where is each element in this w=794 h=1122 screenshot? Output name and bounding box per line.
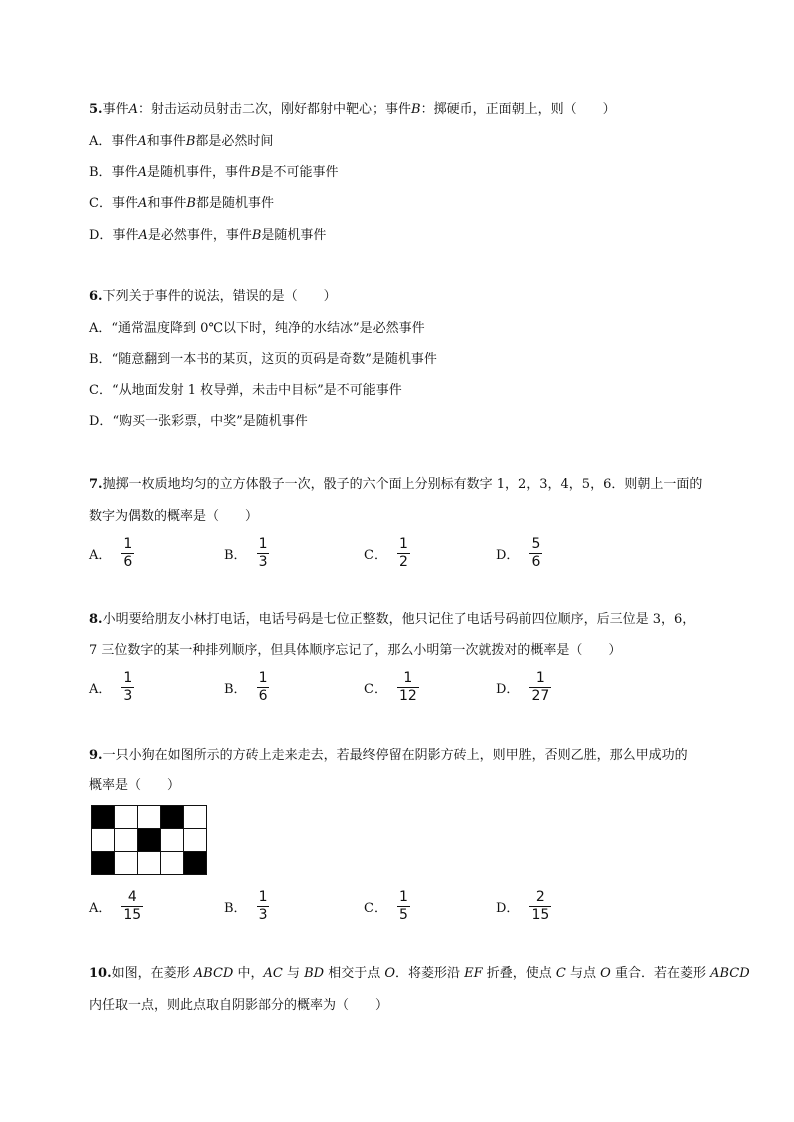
question-9-choice-d[interactable]: D． $\frac{2}{15}$	[496, 888, 550, 923]
question-9-choice-c[interactable]: C． $\frac{1}{5}$	[364, 888, 408, 923]
question-6-stem: 6.下列关于事件的说法，错误的是（ ）	[89, 289, 337, 304]
question-9-stem: 9.一只小狗在如图所示的方砖上走来走去，若最终停留在阴影方砖上，则甲胜，否则乙胜，那么甲成功的	[89, 748, 688, 763]
question-10-stem-cont: 内任取一点，则此点取自阴影部分的概率为（ ）	[89, 998, 389, 1013]
tile-blank	[115, 852, 138, 875]
question-6-option-c[interactable]: C．“从地面发射 1 枚导弹，未击中目标”是不可能事件	[89, 383, 402, 398]
fraction: $\frac{2}{15}$	[531, 888, 550, 923]
question-7-choice-c[interactable]: C． $\frac{1}{2}$	[364, 535, 408, 570]
question-10-stem: 10.如图，在菱形 ABCD 中，AC 与 BD 相交于点 O．将菱形沿 EF 折叠，使点 C 与点 O 重合．若在菱形 ABCD	[89, 966, 750, 981]
tile-blank	[184, 829, 207, 852]
question-6-option-d[interactable]: D．“购买一张彩票，中奖”是随机事件	[89, 414, 308, 429]
fraction: $\frac{1}{3}$	[123, 669, 133, 704]
question-7-stem-cont: 数字为偶数的概率是（ ）	[89, 509, 259, 524]
fraction: $\frac{1}{3}$	[258, 888, 268, 923]
tile-blank	[115, 806, 138, 829]
question-8-choice-d[interactable]: D． $\frac{1}{27}$	[496, 669, 550, 704]
question-8-choice-a[interactable]: A． $\frac{1}{3}$	[89, 669, 133, 704]
question-number: 5.	[89, 102, 103, 117]
question-number: 8.	[89, 612, 103, 627]
tile-shaded	[92, 852, 115, 875]
tile-row	[92, 829, 207, 852]
tile-row	[92, 806, 207, 829]
tile-shaded	[161, 806, 184, 829]
tile-row	[92, 852, 207, 875]
question-6-option-a[interactable]: A．“通常温度降到 0℃以下时，纯净的水结冰”是必然事件	[89, 321, 425, 336]
question-5-option-b[interactable]: B．事件A是随机事件，事件B是不可能事件	[89, 165, 339, 180]
question-number: 7.	[89, 477, 103, 492]
question-7-choice-a[interactable]: A． $\frac{1}{6}$	[89, 535, 133, 570]
question-number: 9.	[89, 748, 103, 763]
question-9-choice-a[interactable]: A． $\frac{4}{15}$	[89, 888, 142, 923]
fraction: $\frac{1}{5}$	[398, 888, 408, 923]
tile-grid-figure	[91, 805, 207, 875]
tile-blank	[92, 829, 115, 852]
tile-blank	[115, 829, 138, 852]
tile-shaded	[184, 852, 207, 875]
question-8-choice-c[interactable]: C． $\frac{1}{12}$	[364, 669, 417, 704]
tile-shaded	[138, 829, 161, 852]
fraction: $\frac{1}{12}$	[398, 669, 417, 704]
tile-blank	[161, 852, 184, 875]
question-5-stem: 5.事件A：射击运动员射击二次，刚好都射中靶心；事件B：掷硬币，正面朝上，则（ ）	[89, 102, 616, 117]
fraction: $\frac{1}{3}$	[258, 535, 268, 570]
question-5-option-d[interactable]: D．事件A是必然事件，事件B是随机事件	[89, 228, 327, 243]
tile-blank	[184, 806, 207, 829]
question-5-option-c[interactable]: C．事件A和事件B都是随机事件	[89, 196, 274, 211]
fraction: $\frac{1}{27}$	[531, 669, 550, 704]
question-9-choice-b[interactable]: B． $\frac{1}{3}$	[224, 888, 268, 923]
question-5-option-a[interactable]: A．事件A和事件B都是必然时间	[89, 134, 274, 149]
question-number: 10.	[89, 966, 112, 981]
question-7-choice-d[interactable]: D． $\frac{5}{6}$	[496, 535, 541, 570]
fraction: $\frac{5}{6}$	[531, 535, 541, 570]
fraction: $\frac{4}{15}$	[123, 888, 142, 923]
tile-shaded	[92, 806, 115, 829]
question-8-stem: 8.小明要给朋友小林打电话，电话号码是七位正整数，他只记住了电话号码前四位顺序，后三位是 3，6，	[89, 612, 696, 627]
tile-blank	[161, 829, 184, 852]
fraction: $\frac{1}{6}$	[258, 669, 268, 704]
question-7-stem: 7.抛掷一枚质地均匀的立方体骰子一次，骰子的六个面上分别标有数字 1，2，3，4，5，6．则朝上一面的	[89, 477, 703, 492]
tile-blank	[138, 852, 161, 875]
tile-blank	[138, 806, 161, 829]
fraction: $\frac{1}{2}$	[398, 535, 408, 570]
question-8-stem-cont: 7 三位数字的某一种排列顺序，但具体顺序忘记了，那么小明第一次就拨对的概率是（ ）	[89, 643, 622, 658]
question-7-choice-b[interactable]: B． $\frac{1}{3}$	[224, 535, 268, 570]
question-9-stem-cont: 概率是（ ）	[89, 778, 181, 793]
question-number: 6.	[89, 289, 103, 304]
question-8-choice-b[interactable]: B． $\frac{1}{6}$	[224, 669, 268, 704]
question-6-option-b[interactable]: B．“随意翻到一本书的某页，这页的页码是奇数”是随机事件	[89, 352, 437, 367]
fraction: $\frac{1}{6}$	[123, 535, 133, 570]
